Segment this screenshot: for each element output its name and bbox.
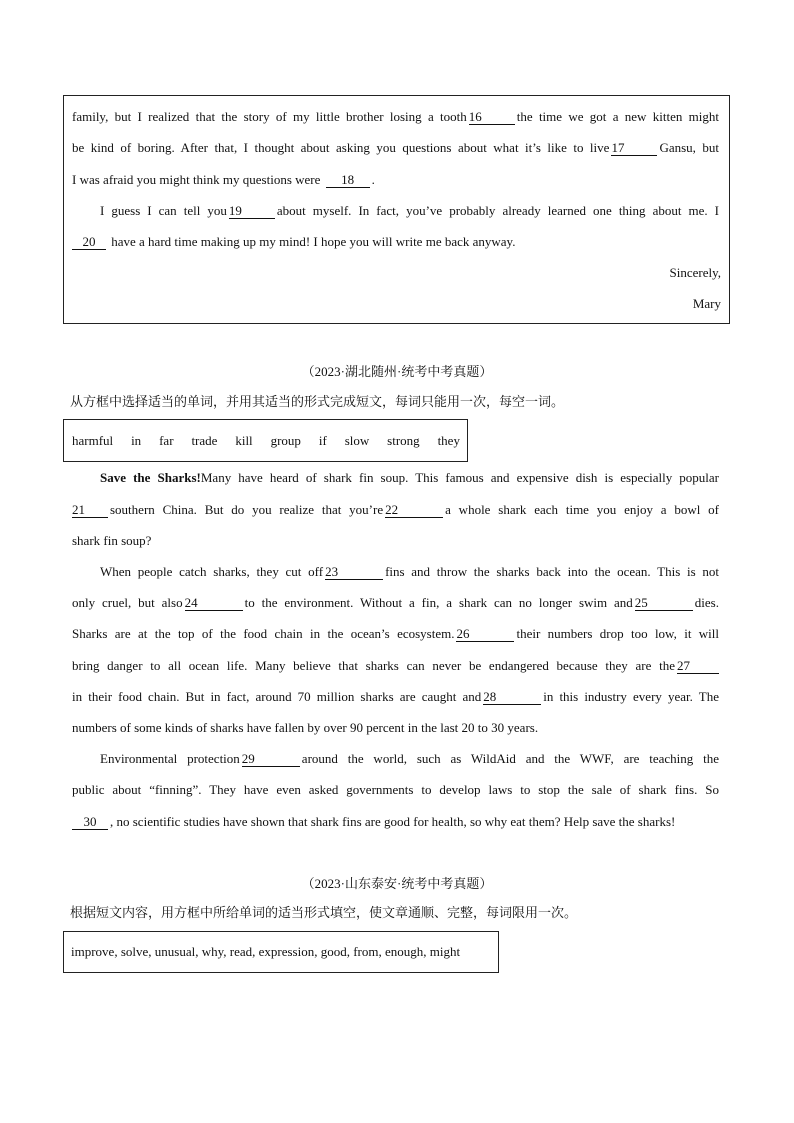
blank-17[interactable]: 17 [611,141,657,156]
para3-line-1: Environmental protection 29 around the world, such as WildAid and the WWF, are teaching the [100,751,720,766]
section1-source: （2023·湖北随州·统考中考真题） [301,364,493,379]
blank-23[interactable]: 23 [325,565,383,580]
para1-line-3: shark fin soup? [72,533,152,548]
letter-signature: Mary [692,296,721,311]
word-if: if [318,433,327,448]
word-group: group [270,433,301,448]
para2-line-6: numbers of some kinds of sharks have fallen by over 90 percent in the last 20 to 30 years. [72,720,539,735]
passage-title: Save the Sharks! [100,470,201,485]
letter-line-3: I was afraid you might think my questions were 18 . [72,172,375,187]
letter-line-4: I guess I can tell you 19 about myself. In fact, you’ve probably already learned one thing about me. I [100,203,719,218]
blank-16[interactable]: 16 [469,110,515,125]
blank-28[interactable]: 28 [483,690,541,705]
blank-26[interactable]: 26 [456,627,514,642]
para1-line-2: 21 southern China. But do you realize that you’re 22 a whole shark each time you enjoy a bowl of [72,502,719,517]
word-harmful: harmful [72,433,114,448]
letter-closing: Sincerely, [669,265,721,280]
word-box-2-words: improve, solve, unusual, why, read, expression, good, from, enough, might [71,944,461,959]
para2-line-2: only cruel, but also 24 to the environment. Without a fin, a shark can no longer swim and 25 dies. [72,595,719,610]
para3-line-2: public about “finning”. They have even asked governments to develop laws to stop the sale of shark fins. So [72,782,719,797]
section1-instruction: 从方框中选择适当的单词，并用其适当的形式完成短文，每词只能用一次，每空一词。 [70,395,565,410]
word-strong: strong [387,433,420,448]
word-slow: slow [344,433,370,448]
blank-27[interactable]: 27 [677,659,719,674]
word-far: far [159,433,174,448]
blank-21[interactable]: 21 [72,503,108,518]
para2-line-3: Sharks are at the top of the food chain in the ocean’s ecosystem. 26 their numbers drop too low, it will [72,626,720,641]
word-box-1-words [72,434,460,447]
blank-29[interactable]: 29 [242,752,300,767]
blank-30[interactable]: 30 [72,815,108,830]
blank-24[interactable]: 24 [185,596,243,611]
letter-line-5: 20 have a hard time making up my mind! I hope you will write me back anyway. [72,235,515,250]
blank-18[interactable]: 18 [326,173,370,188]
letter-line-1: family, but I realized that the story of my little brother losing a tooth 16 the time we got a new kitten might [72,109,719,124]
para3-line-3: 30 , no scientific studies have shown that shark fins are good for health, so why eat them? Help save the sharks! [72,815,675,830]
section2-source: （2023·山东泰安·统考中考真题） [301,876,493,891]
para2-line-5: in their food chain. But in fact, around 70 million sharks are caught and 28 in this industry every year. The [72,689,719,704]
section2-instruction: 根据短文内容，用方框中所给单词的适当形式填空，使文章通顺、完整，每词限用一次。 [70,906,578,921]
word-in: in [131,433,142,448]
para1-line-1: Save the Sharks!Many have heard of shark fin soup. This famous and expensive dish is especially popular [100,470,719,485]
blank-20[interactable]: 20 [72,235,106,250]
para2-line-1: When people catch sharks, they cut off 23 fins and throw the sharks back into the ocean. This is not [100,564,719,579]
para2-line-4: bring danger to all ocean life. Many believe that sharks can never be endangered because they are the 27 [72,659,719,674]
word-trade: trade [191,433,218,448]
blank-19[interactable]: 19 [229,204,275,219]
word-they: they [437,433,460,448]
blank-22[interactable]: 22 [385,503,443,518]
blank-25[interactable]: 25 [635,596,693,611]
letter-line-2: be kind of boring. After that, I thought about asking you questions about what it’s like to live 17 Gansu, but [72,140,719,155]
word-kill: kill [235,433,253,448]
